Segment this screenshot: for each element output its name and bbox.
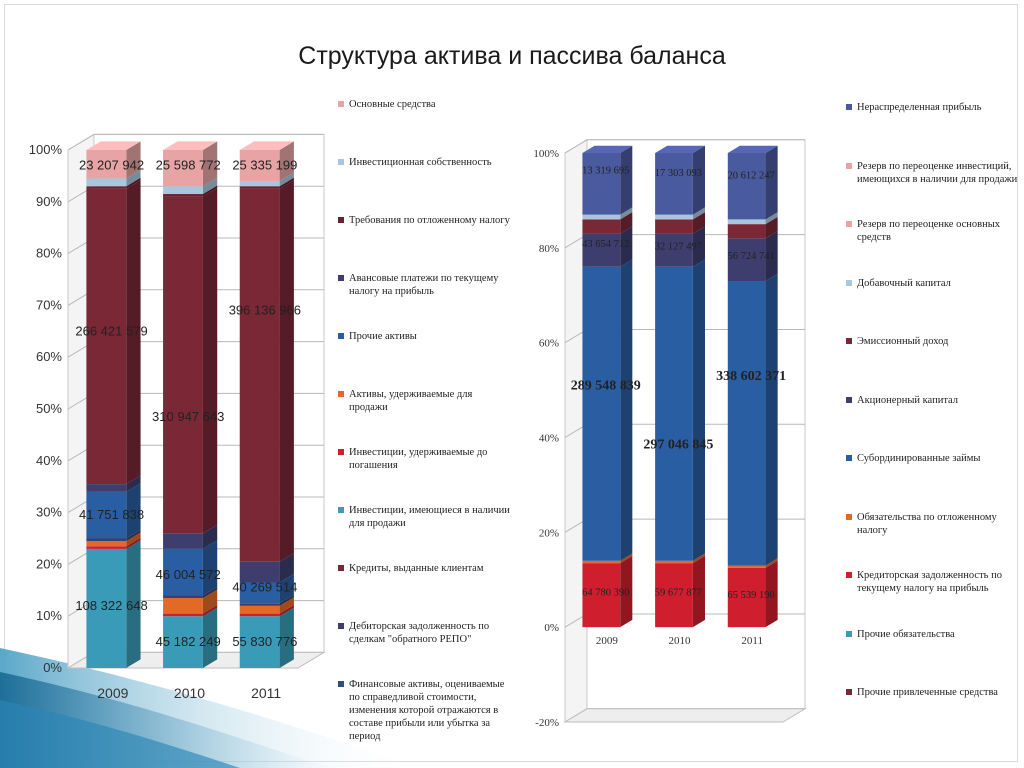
data-label: 289 548 839 [570, 378, 641, 394]
legend-item [338, 620, 510, 646]
floor [565, 709, 805, 722]
legend-swatch [338, 101, 344, 107]
y-tick-label: 80% [35, 245, 62, 261]
legend-swatch [846, 631, 852, 637]
data-label: 43 654 712 [582, 239, 630, 251]
x-category-label: 2010 [668, 635, 691, 647]
bar-segment [655, 153, 693, 215]
legend-swatch [846, 280, 852, 286]
legend-item [338, 562, 510, 575]
legend-label: Обязательства по отложенному налогу [857, 511, 997, 536]
legend-swatch [338, 333, 344, 339]
legend-swatch [338, 507, 344, 513]
legend-item [846, 686, 1018, 699]
legend-label: Прочие обязательства [857, 628, 955, 640]
data-label: 41 751 838 [78, 507, 145, 523]
y-tick-label: 30% [35, 504, 62, 520]
legend-label: Основные средства [349, 99, 436, 110]
legend-swatch [338, 449, 344, 455]
bar-segment [582, 267, 620, 561]
bar-segment [728, 281, 766, 566]
x-category-label: 2011 [251, 685, 282, 701]
legend-item [846, 569, 1018, 595]
data-label: 46 004 572 [155, 566, 221, 582]
y-tick-label: 10% [35, 608, 62, 624]
bar-segment [582, 561, 620, 563]
legend-label: Финансовые активы, оцениваемые по справедливой стоимости, изменения которой отражаются в составе прибыли или убытка за период [349, 679, 505, 742]
y-tick-label: 40% [35, 452, 62, 468]
x-category-label: 2011 [741, 635, 763, 647]
y-tick-label: -20% [535, 717, 559, 729]
data-label: 20 612 247 [727, 170, 775, 182]
legend-label: Эмиссионный доход [857, 336, 949, 347]
legend-item [846, 160, 1018, 186]
legend-item [338, 678, 510, 743]
legend-swatch [846, 455, 852, 461]
legend-label: Субординированные займы [857, 453, 981, 464]
legend-label: Резерв по переоценке основных средств [857, 219, 1001, 243]
bar-segment [728, 219, 766, 224]
legend-swatch [338, 159, 344, 165]
legend-item [846, 335, 1018, 348]
legend-item [846, 218, 1018, 244]
legend-label: Акционерный капитал [857, 394, 959, 406]
legend-label: Активы, удерживаемые для продажи [349, 389, 473, 413]
bar-segment-side [693, 260, 705, 561]
slide-title: Структура актива и пассива баланса [298, 42, 726, 70]
bar-segment-side [620, 146, 632, 215]
legend-swatch [846, 221, 852, 227]
bar-segment-side [766, 146, 778, 220]
legend-label: Инвестиции, удерживаемые до погашения [349, 447, 488, 471]
legend-swatch [846, 163, 852, 169]
legend-item [338, 156, 510, 169]
data-label: 64 780 390 [582, 587, 630, 599]
legend-swatch [338, 391, 344, 397]
y-tick-label: 100% [533, 148, 559, 160]
y-tick-label: 0% [43, 660, 62, 675]
bar-segment [728, 224, 766, 238]
x-category-label: 2010 [173, 685, 206, 701]
y-tick-label: 20% [35, 556, 62, 572]
legend-item [338, 214, 510, 227]
legend-label: Дебиторская задолженность по сделкам "обратного РЕПО" [349, 621, 490, 645]
bar-segment [582, 219, 620, 233]
y-tick-label: 70% [35, 297, 62, 313]
data-label: 59 677 877 [654, 587, 703, 599]
data-label: 65 539 190 [727, 589, 775, 601]
legend-label: Требования по отложенному налогу [349, 215, 510, 226]
legend-item [338, 272, 510, 298]
legend-label: Авансовые платежи по текущему налогу на прибыль [349, 273, 499, 297]
bar-segment [655, 267, 693, 561]
legend-swatch [846, 689, 852, 695]
y-tick-label: 60% [35, 349, 62, 365]
bar-segment [728, 566, 766, 568]
legend-swatch [846, 397, 852, 403]
data-label: 297 046 845 [643, 437, 714, 453]
data-label: 13 319 695 [582, 165, 630, 177]
legend-swatch [338, 565, 344, 571]
bar-segment [582, 153, 620, 215]
bar-segment-side [620, 260, 632, 561]
data-label: 396 136 966 [228, 302, 302, 318]
legend-item [846, 628, 1018, 641]
data-label: 45 182 249 [155, 634, 221, 650]
legend-label: Инвестиции, имеющиеся в наличии для продажи [349, 505, 510, 529]
bar-segment [728, 153, 766, 219]
legend-swatch [846, 104, 852, 110]
y-tick-label: 0% [544, 622, 559, 635]
legend-item [846, 394, 1018, 407]
legend-item [338, 504, 510, 530]
bar-segment-side [693, 146, 705, 215]
data-label: 32 127 497 [654, 241, 703, 253]
x-category-label: 2009 [595, 635, 618, 647]
bar-segment [655, 219, 693, 233]
legend-item [338, 330, 510, 343]
y-tick-label: 60% [538, 337, 559, 350]
bar-segment [655, 215, 693, 220]
legend-label: Прочие активы [349, 331, 417, 342]
legend-swatch [846, 572, 852, 578]
y-tick-label: 80% [538, 242, 559, 255]
legend-label: Прочие привлеченные средства [857, 687, 998, 698]
legend-swatch [338, 275, 344, 281]
data-label: 338 602 371 [716, 368, 787, 384]
legend-label: Добавочный капитал [857, 277, 951, 289]
legend-swatch [338, 681, 344, 687]
legend-swatch [846, 338, 852, 344]
legend-label: Кредиты, выданные клиентам [349, 563, 484, 574]
legend-label: Инвестиционная собственность [349, 157, 492, 168]
data-label: 108 322 648 [75, 597, 148, 613]
legend-swatch [846, 514, 852, 520]
legend-swatch [338, 623, 344, 629]
legend-item [338, 446, 510, 472]
legend-item [338, 388, 510, 414]
legend-label: Кредиторская задолженность по текущему налогу на прибыль [857, 570, 1002, 594]
bar-segment-side [766, 274, 778, 566]
bar-segment [655, 561, 693, 563]
y-tick-label: 100% [28, 142, 62, 157]
data-label: 266 421 579 [75, 323, 148, 339]
y-tick-label: 20% [538, 527, 559, 540]
legend-item [846, 452, 1018, 465]
legend-label: Резерв по переоценке инвестиций, имеющихся в наличии для продажи [857, 160, 1018, 185]
data-label: 17 303 093 [654, 167, 703, 179]
legend-swatch [338, 217, 344, 223]
data-label: 25 335 199 [232, 157, 298, 173]
legend-item [846, 101, 1018, 114]
data-label: 25 598 772 [155, 157, 221, 173]
y-tick-label: 90% [35, 193, 62, 209]
data-label: 310 947 643 [152, 408, 225, 424]
y-tick-label: 50% [35, 401, 62, 416]
legend-label: Нераспределенная прибыль [857, 102, 982, 113]
legend-item [846, 277, 1018, 290]
data-label: 56 724 741 [727, 250, 775, 262]
y-tick-label: 40% [538, 432, 559, 445]
bar-segment [582, 215, 620, 220]
data-label: 40 269 514 [232, 579, 298, 595]
legend-item [846, 511, 1018, 537]
data-label: 55 830 776 [232, 634, 298, 650]
data-label: 23 207 942 [78, 157, 145, 173]
x-category-label: 2009 [97, 685, 129, 701]
legend-item [338, 98, 510, 111]
